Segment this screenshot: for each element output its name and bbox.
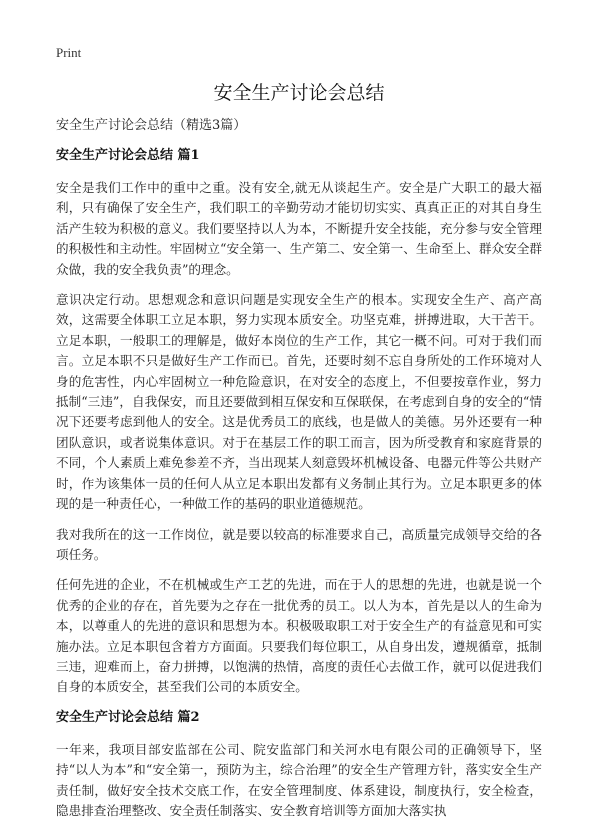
section-heading-2: 安全生产讨论会总结 篇2 — [56, 709, 200, 725]
paragraph: 一年来，我项目部安监部在公司、院安监部门和关河水电有限公司的正确领导下，坚持“以人为本”和“安全第一，预防为主，综合治理”的安全生产管理方针，落实安全生产责任制，做好安全技术交底工作，在安全管理制度、体系建设，制度执行，安全检查，隐患排查治理整改、安全责任制落实、安全教育培训等方面加大落实执 — [56, 741, 542, 818]
print-link[interactable]: Print — [56, 45, 82, 60]
document-subtitle: 安全生产讨论会总结（精选3篇） — [56, 118, 247, 133]
paragraph: 任何先进的企业，不在机械或生产工艺的先进，而在于人的思想的先进，也就是说一个优秀的企业的存在，首先要为之存在一批优秀的员工。以人为本，首先是以人的生命为本，以尊重人的先进的意识和思想为本。积极吸取职工对于安全生产的有益意见和可实施办法。立足本职包含着方方面面。只要我们每位职工，从自身出发，遵规循章，抵制三违，迎难而上，奋力拼搏，以饱满的热情，高度的责任心去做工作，就可以促进我们自身的本质安全，甚至我们公司的本质安全。 — [56, 577, 542, 695]
document-title: 安全生产讨论会总结 — [213, 82, 385, 104]
section-heading-1: 安全生产讨论会总结 篇1 — [56, 148, 200, 163]
paragraph: 安全是我们工作中的重中之重。没有安全,就无从谈起生产。安全是广大职工的最大福利，只有确保了安全生产，我们职工的辛勤劳动才能切切实实、真真正正的对其自身生活产生较为积极的意义。我们要坚持以人为本，不断提升安全技能，充分参与安全管理的积极性和主动性。牢固树立“安全第一、生产第二、安全第一、生命至上、群众安全群众做，我的安全我负责”的理念。 — [56, 180, 542, 277]
paragraph: 我对我所在的这一工作岗位，就是要以较高的标准要求自己，高质量完成领导交给的各项任务。 — [56, 526, 542, 562]
paragraph: 意识决定行动。思想观念和意识问题是实现安全生产的根本。实现安全生产、高产高效，这需要全体职工立足本职，努力实现本质安全。功坚克难，拼搏进取，大干苦干。立足本职，一般职工的理解是，做好本岗位的生产工作，其它一概不问。可对于我们而言。立足本职不只是做好生产工作而已。首先，还要时刻不忘自身所处的工作环境对人身的危害性，内心牢固树立一种危险意识，在对安全的态度上，不但要按章作业，努力抵制“三违”，自我保安，而且还要做到相互保安和互保联保，在考虑到自身的安全的“情况下还要考虑到他人的安全。这是优秀员工的底线，也是做人的美德。另外还要有一种团队意识，或者说集体意识。对于在基层工作的职工而言，因为所受教育和家庭背景的不同，个人素质上难免参差不齐，当出现某人刻意毁坏机械设备、电器元件等公共财产时，作为该集体一员的任何人从立足本职出发都有义务制止其行为。立足本职更多的体现的是一种责任心，一种做工作的基码的职业道德规范。 — [56, 292, 542, 512]
